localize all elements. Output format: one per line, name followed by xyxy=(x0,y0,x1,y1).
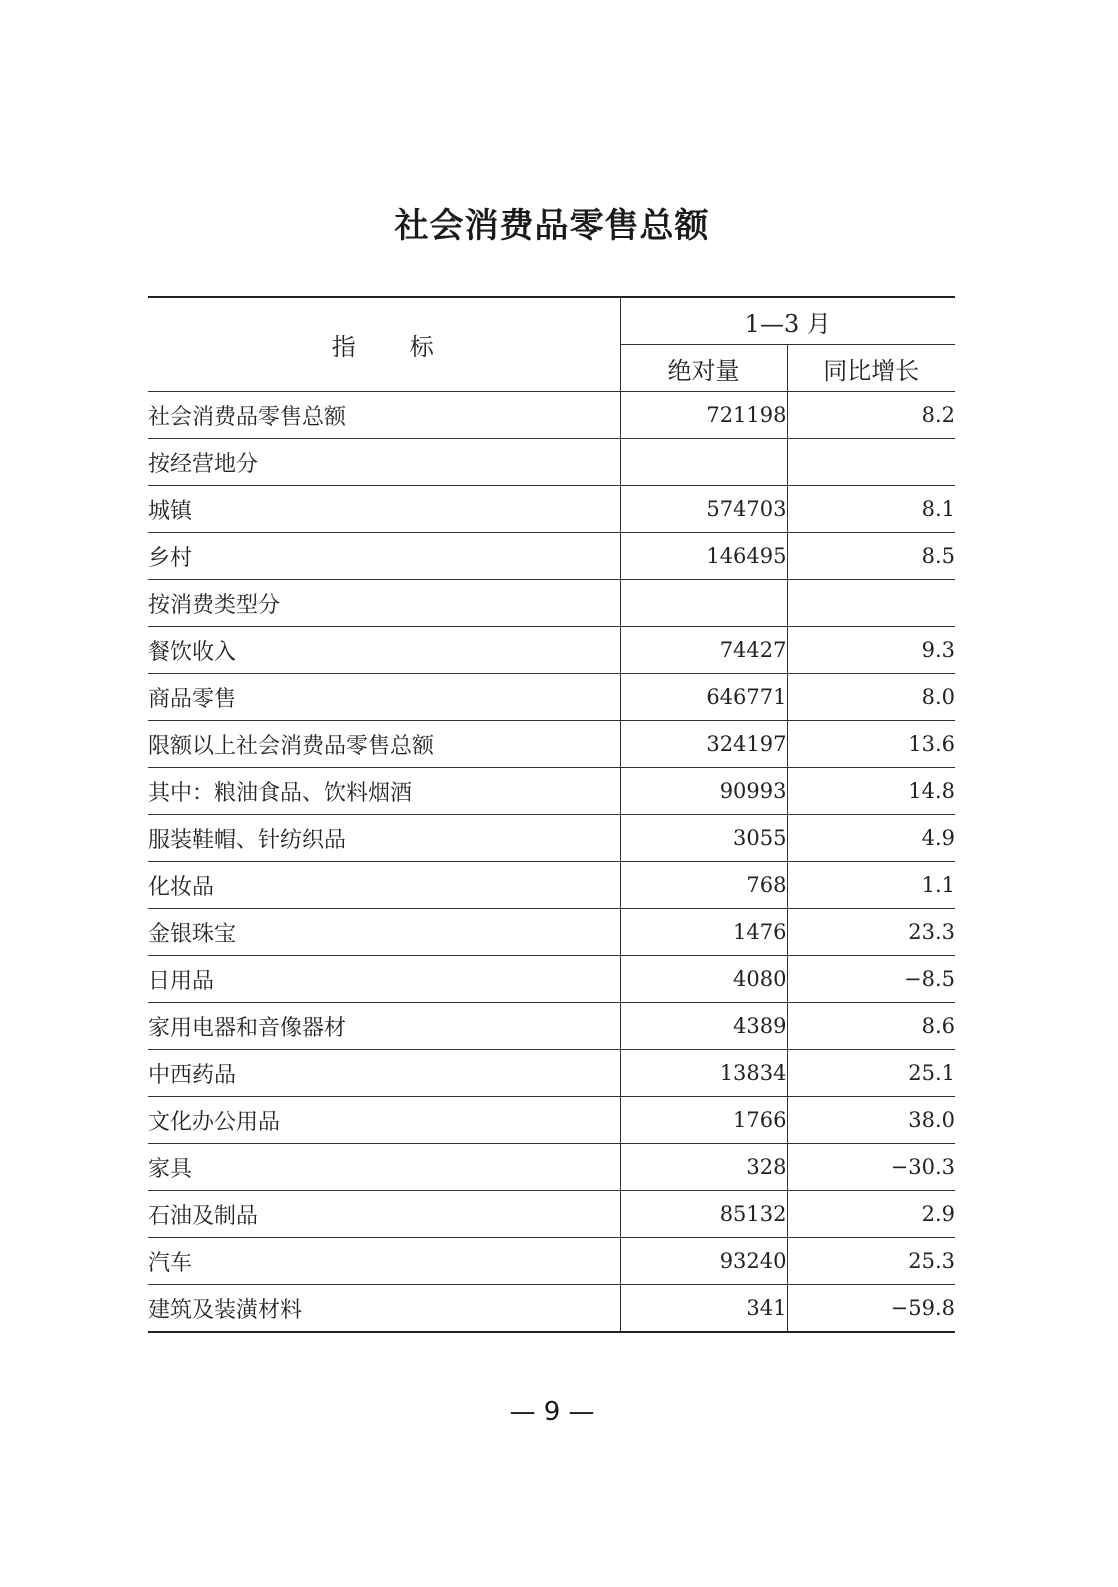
row-yoy-growth xyxy=(787,439,955,486)
row-absolute-value: 4389 xyxy=(620,1003,787,1050)
row-absolute-value: 3055 xyxy=(620,815,787,862)
row-yoy-growth: 25.1 xyxy=(787,1050,955,1097)
row-yoy-growth: 13.6 xyxy=(787,721,955,768)
row-absolute-value: 85132 xyxy=(620,1191,787,1238)
table-row xyxy=(148,1097,955,1144)
row-absolute-value: 146495 xyxy=(620,533,787,580)
table-row xyxy=(148,392,955,439)
row-yoy-growth: 2.9 xyxy=(787,1191,955,1238)
row-absolute-value: 721198 xyxy=(620,392,787,439)
row-absolute-value: 768 xyxy=(620,862,787,909)
row-absolute-value xyxy=(620,439,787,486)
table-row xyxy=(148,1238,955,1285)
row-indicator-name: 家具 xyxy=(148,1144,620,1191)
row-indicator-name: 化妆品 xyxy=(148,862,620,909)
row-indicator-name: 限额以上社会消费品零售总额 xyxy=(148,721,620,768)
row-indicator-name: 按经营地分 xyxy=(148,439,620,486)
row-indicator-name: 乡村 xyxy=(148,533,620,580)
row-absolute-value: 93240 xyxy=(620,1238,787,1285)
header-period: 1—3 月 xyxy=(620,297,955,345)
table-row xyxy=(148,956,955,1003)
table-row xyxy=(148,1191,955,1238)
table-row xyxy=(148,1285,955,1333)
page-title: 社会消费品零售总额 xyxy=(394,206,710,246)
header-absolute: 绝对量 xyxy=(620,345,787,392)
row-yoy-growth: −30.3 xyxy=(787,1144,955,1191)
row-yoy-growth xyxy=(787,580,955,627)
table-row xyxy=(148,439,955,486)
row-indicator-name: 日用品 xyxy=(148,956,620,1003)
row-indicator-name: 餐饮收入 xyxy=(148,627,620,674)
row-yoy-growth: 38.0 xyxy=(787,1097,955,1144)
row-indicator-name: 汽车 xyxy=(148,1238,620,1285)
table-row xyxy=(148,580,955,627)
row-absolute-value: 574703 xyxy=(620,486,787,533)
row-absolute-value: 74427 xyxy=(620,627,787,674)
row-indicator-name: 金银珠宝 xyxy=(148,909,620,956)
header-yoy-growth: 同比增长 xyxy=(787,345,955,392)
row-yoy-growth: 8.0 xyxy=(787,674,955,721)
row-indicator-name: 服装鞋帽、针纺织品 xyxy=(148,815,620,862)
row-yoy-growth: 23.3 xyxy=(787,909,955,956)
row-yoy-growth: 4.9 xyxy=(787,815,955,862)
row-indicator-name: 中西药品 xyxy=(148,1050,620,1097)
header-indicator-char-1: 指 xyxy=(331,333,358,361)
table-row xyxy=(148,815,955,862)
row-indicator-name: 建筑及装潢材料 xyxy=(148,1285,620,1333)
page-number: — 9 — xyxy=(509,1397,595,1427)
row-indicator-name: 其中：粮油食品、饮料烟酒 xyxy=(148,768,620,815)
table-row xyxy=(148,721,955,768)
row-yoy-growth: −59.8 xyxy=(787,1285,955,1333)
row-absolute-value xyxy=(620,580,787,627)
header-indicator-char-2: 标 xyxy=(409,333,436,361)
row-yoy-growth: 8.1 xyxy=(787,486,955,533)
table-row xyxy=(148,486,955,533)
table-row xyxy=(148,674,955,721)
row-indicator-name: 按消费类型分 xyxy=(148,580,620,627)
row-indicator-name: 社会消费品零售总额 xyxy=(148,392,620,439)
row-indicator-name: 石油及制品 xyxy=(148,1191,620,1238)
row-indicator-name: 商品零售 xyxy=(148,674,620,721)
table-row xyxy=(148,627,955,674)
row-absolute-value: 341 xyxy=(620,1285,787,1333)
row-indicator-name: 文化办公用品 xyxy=(148,1097,620,1144)
row-absolute-value: 324197 xyxy=(620,721,787,768)
row-absolute-value: 1766 xyxy=(620,1097,787,1144)
table-body xyxy=(148,392,955,1333)
table-row xyxy=(148,862,955,909)
table-row xyxy=(148,909,955,956)
header-indicator xyxy=(148,297,620,392)
row-indicator-name: 家用电器和音像器材 xyxy=(148,1003,620,1050)
row-indicator-name: 城镇 xyxy=(148,486,620,533)
row-yoy-growth: 9.3 xyxy=(787,627,955,674)
row-absolute-value: 646771 xyxy=(620,674,787,721)
row-yoy-growth: 8.2 xyxy=(787,392,955,439)
row-absolute-value: 4080 xyxy=(620,956,787,1003)
row-absolute-value: 328 xyxy=(620,1144,787,1191)
table-row xyxy=(148,1003,955,1050)
table-header xyxy=(148,297,955,392)
row-yoy-growth: 25.3 xyxy=(787,1238,955,1285)
row-yoy-growth: −8.5 xyxy=(787,956,955,1003)
retail-sales-table xyxy=(148,296,955,1333)
row-yoy-growth: 14.8 xyxy=(787,768,955,815)
table-row xyxy=(148,1050,955,1097)
row-absolute-value: 1476 xyxy=(620,909,787,956)
table-row xyxy=(148,1144,955,1191)
row-yoy-growth: 1.1 xyxy=(787,862,955,909)
table-row xyxy=(148,533,955,580)
row-absolute-value: 90993 xyxy=(620,768,787,815)
row-absolute-value: 13834 xyxy=(620,1050,787,1097)
row-yoy-growth: 8.5 xyxy=(787,533,955,580)
table-row xyxy=(148,768,955,815)
row-yoy-growth: 8.6 xyxy=(787,1003,955,1050)
